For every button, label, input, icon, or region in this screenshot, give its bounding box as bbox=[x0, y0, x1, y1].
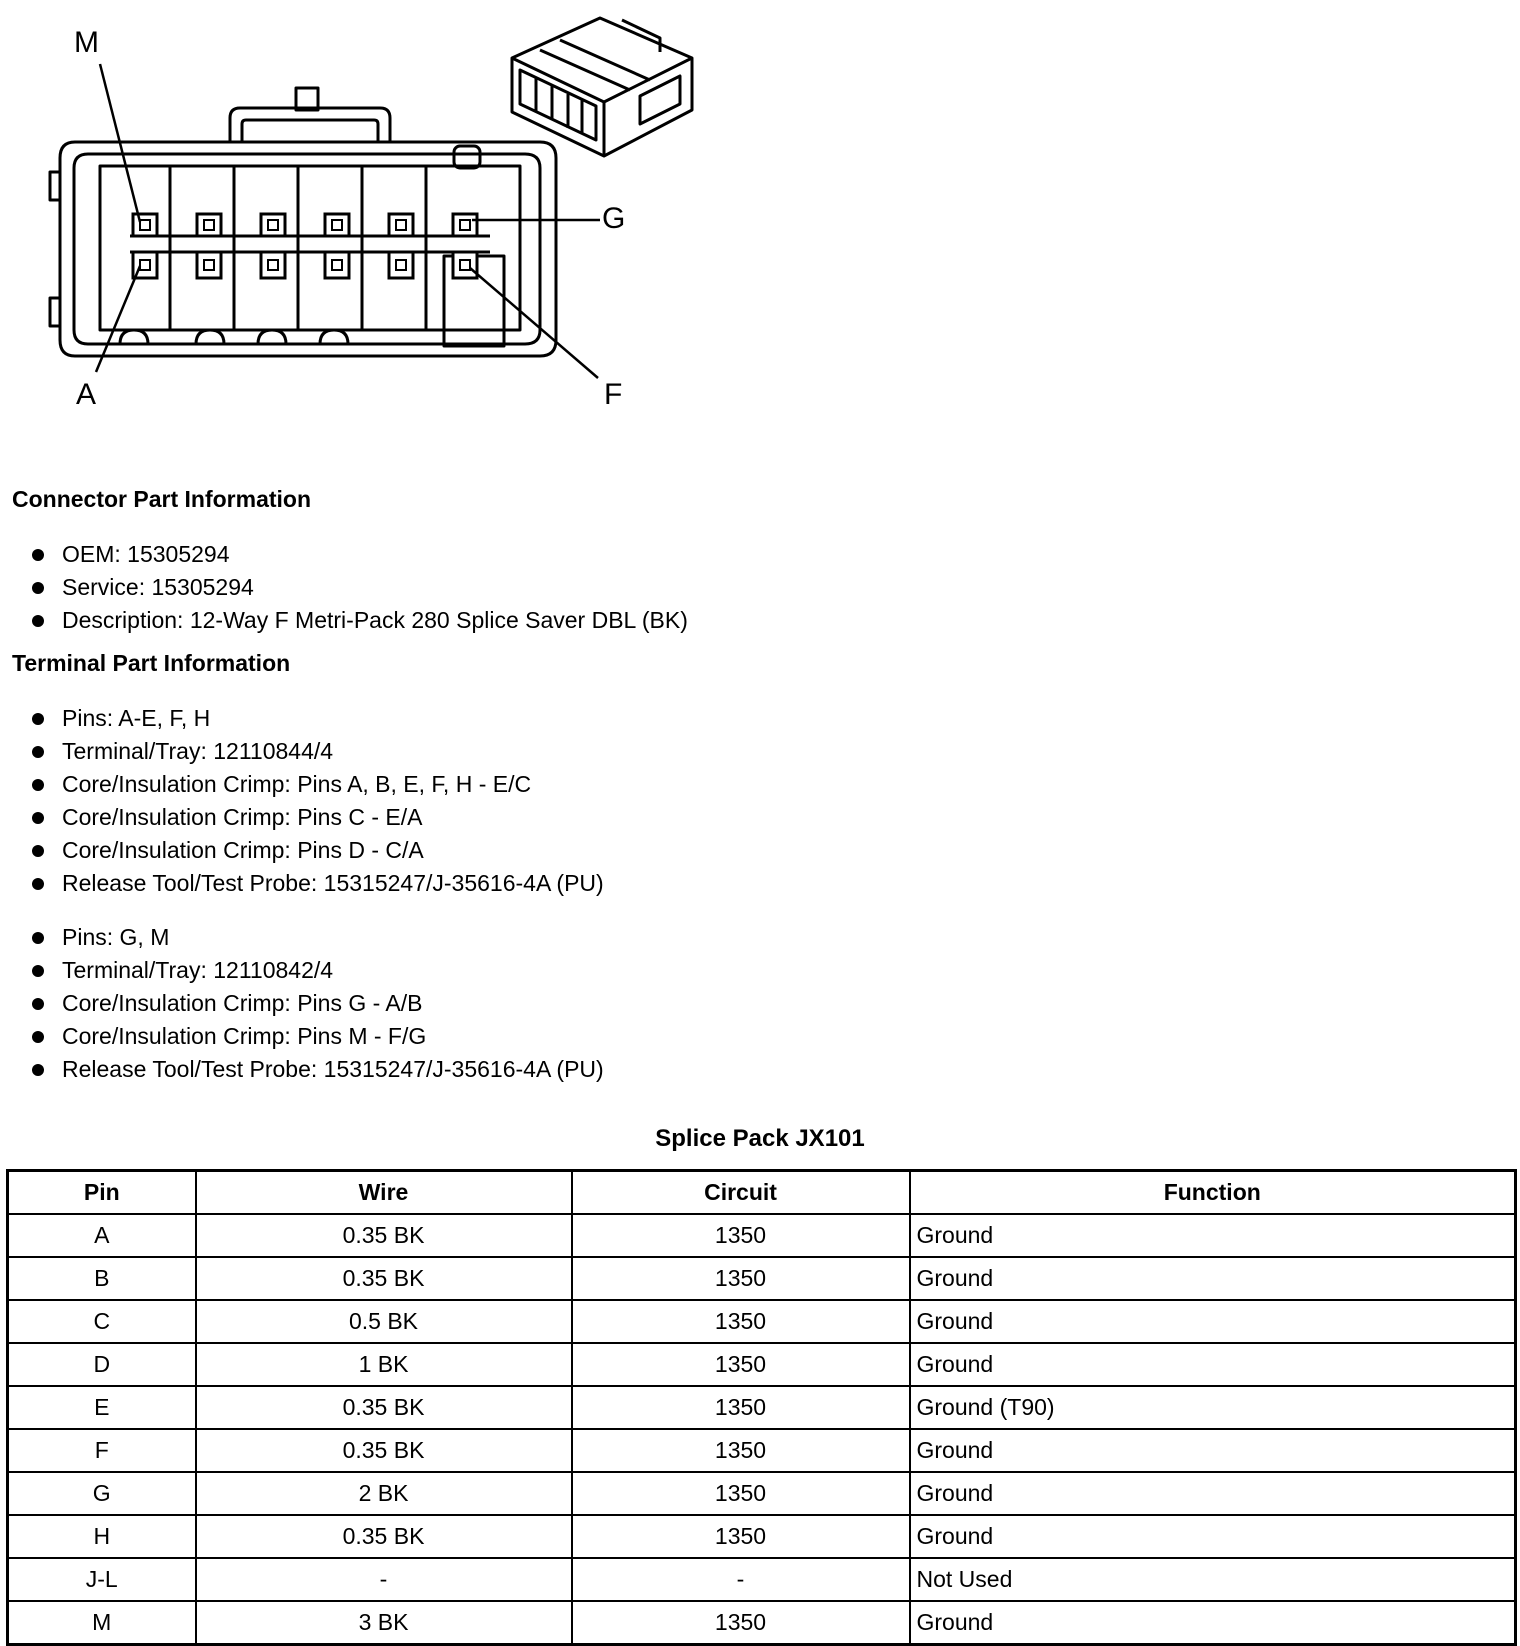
cell-circuit: 1350 bbox=[572, 1300, 910, 1343]
callout-g: G bbox=[602, 202, 626, 235]
cell-pin: E bbox=[8, 1386, 196, 1429]
list-item: Core/Insulation Crimp: Pins G - A/B bbox=[30, 987, 604, 1020]
list-item: Core/Insulation Crimp: Pins D - C/A bbox=[30, 834, 604, 867]
cell-wire: 0.35 BK bbox=[196, 1214, 572, 1257]
cell-pin: F bbox=[8, 1429, 196, 1472]
bullet-icon bbox=[32, 582, 44, 594]
cavity-bottom-2 bbox=[197, 252, 221, 278]
cell-pin: J-L bbox=[8, 1558, 196, 1601]
table-row bbox=[8, 1343, 1516, 1386]
connector-latch bbox=[230, 108, 390, 142]
cell-circuit: 1350 bbox=[572, 1257, 910, 1300]
bullet-icon bbox=[32, 549, 44, 561]
list-item: Service: 15305294 bbox=[30, 571, 688, 604]
cavity-top-4 bbox=[325, 214, 349, 236]
bullet-icon bbox=[32, 998, 44, 1010]
connector-housing bbox=[60, 142, 556, 356]
cell-circuit: 1350 bbox=[572, 1472, 910, 1515]
connector-3d-view bbox=[512, 18, 692, 156]
bullet-icon bbox=[32, 965, 44, 977]
bullet-icon bbox=[32, 1031, 44, 1043]
cell-wire: 0.35 BK bbox=[196, 1257, 572, 1300]
cell-circuit: 1350 bbox=[572, 1214, 910, 1257]
bullet-icon bbox=[32, 779, 44, 791]
cell-wire: 0.35 BK bbox=[196, 1429, 572, 1472]
cell-wire: 2 BK bbox=[196, 1472, 572, 1515]
table-row bbox=[8, 1472, 1516, 1515]
list-item: Description: 12-Way F Metri-Pack 280 Splice Saver DBL (BK) bbox=[30, 604, 688, 637]
cell-wire: 0.5 BK bbox=[196, 1300, 572, 1343]
cell-wire: - bbox=[196, 1558, 572, 1601]
bullet-icon bbox=[32, 812, 44, 824]
table-row bbox=[8, 1558, 1516, 1601]
terminal-cavity-frame bbox=[100, 166, 520, 330]
cell-wire: 3 BK bbox=[196, 1601, 572, 1645]
table-row bbox=[8, 1214, 1516, 1257]
cell-function: Not Used bbox=[910, 1558, 1516, 1601]
cell-function: Ground bbox=[910, 1343, 1516, 1386]
table-title: Splice Pack JX101 bbox=[655, 1125, 865, 1152]
column-header-circuit: Circuit bbox=[572, 1171, 910, 1215]
cell-function: Ground bbox=[910, 1429, 1516, 1472]
cavity-top-2 bbox=[197, 214, 221, 236]
list-item: Release Tool/Test Probe: 15315247/J-35616-4A (PU) bbox=[30, 1053, 604, 1086]
cell-wire: 1 BK bbox=[196, 1343, 572, 1386]
bullet-icon bbox=[32, 845, 44, 857]
connector-info-title: Connector Part Information bbox=[12, 486, 312, 512]
cell-function: Ground (T90) bbox=[910, 1386, 1516, 1429]
cell-circuit: 1350 bbox=[572, 1601, 910, 1645]
cell-circuit: 1350 bbox=[572, 1515, 910, 1558]
bullet-icon bbox=[32, 746, 44, 758]
connector-info-list bbox=[30, 538, 688, 637]
table-row bbox=[8, 1386, 1516, 1429]
cavity-f bbox=[453, 252, 477, 278]
column-header-wire: Wire bbox=[196, 1171, 572, 1215]
cavity-bottom-4 bbox=[325, 252, 349, 278]
cavity-bottom-5 bbox=[389, 252, 413, 278]
cell-circuit: 1350 bbox=[572, 1386, 910, 1429]
bullet-icon bbox=[32, 713, 44, 725]
table-row bbox=[8, 1257, 1516, 1300]
cell-wire: 0.35 BK bbox=[196, 1386, 572, 1429]
callout-a: A bbox=[76, 378, 97, 411]
column-header-pin: Pin bbox=[8, 1171, 196, 1215]
list-item: Core/Insulation Crimp: Pins M - F/G bbox=[30, 1020, 604, 1053]
terminal-info-list-1 bbox=[30, 702, 604, 900]
cell-pin: M bbox=[8, 1601, 196, 1645]
cell-function: Ground bbox=[910, 1515, 1516, 1558]
cell-function: Ground bbox=[910, 1601, 1516, 1645]
cell-pin: H bbox=[8, 1515, 196, 1558]
list-item: Pins: A-E, F, H bbox=[30, 702, 604, 735]
cell-function: Ground bbox=[910, 1472, 1516, 1515]
cavity-m bbox=[133, 214, 157, 236]
bullet-icon bbox=[32, 932, 44, 944]
cell-pin: D bbox=[8, 1343, 196, 1386]
column-header-function: Function bbox=[910, 1171, 1516, 1215]
cell-function: Ground bbox=[910, 1257, 1516, 1300]
bullet-icon bbox=[32, 878, 44, 890]
cell-circuit: 1350 bbox=[572, 1343, 910, 1386]
cell-pin: C bbox=[8, 1300, 196, 1343]
splice-pack-table bbox=[6, 1169, 1517, 1646]
cell-circuit: 1350 bbox=[572, 1429, 910, 1472]
table-row bbox=[8, 1515, 1516, 1558]
leader-f bbox=[470, 268, 598, 378]
list-item: Core/Insulation Crimp: Pins A, B, E, F, H - E/C bbox=[30, 768, 604, 801]
cell-circuit: - bbox=[572, 1558, 910, 1601]
cell-pin: A bbox=[8, 1214, 196, 1257]
bullet-icon bbox=[32, 1064, 44, 1076]
table-row bbox=[8, 1300, 1516, 1343]
cell-pin: B bbox=[8, 1257, 196, 1300]
list-item: Core/Insulation Crimp: Pins C - E/A bbox=[30, 801, 604, 834]
cell-wire: 0.35 BK bbox=[196, 1515, 572, 1558]
terminal-info-title: Terminal Part Information bbox=[12, 650, 291, 676]
bullet-icon bbox=[32, 615, 44, 627]
callout-f: F bbox=[604, 378, 623, 411]
list-item: OEM: 15305294 bbox=[30, 538, 688, 571]
cell-function: Ground bbox=[910, 1300, 1516, 1343]
cavity-top-3 bbox=[261, 214, 285, 236]
list-item: Terminal/Tray: 12110844/4 bbox=[30, 735, 604, 768]
cavity-bottom-3 bbox=[261, 252, 285, 278]
table-row bbox=[8, 1429, 1516, 1472]
callout-m: M bbox=[74, 26, 99, 59]
cell-pin: G bbox=[8, 1472, 196, 1515]
list-item: Pins: G, M bbox=[30, 921, 604, 954]
table-header-row bbox=[8, 1171, 1516, 1215]
cavity-g bbox=[453, 214, 477, 236]
list-item: Release Tool/Test Probe: 15315247/J-35616-4A (PU) bbox=[30, 867, 604, 900]
list-item: Terminal/Tray: 12110842/4 bbox=[30, 954, 604, 987]
cavity-top-5 bbox=[389, 214, 413, 236]
cell-function: Ground bbox=[910, 1214, 1516, 1257]
terminal-info-list-2 bbox=[30, 921, 604, 1086]
